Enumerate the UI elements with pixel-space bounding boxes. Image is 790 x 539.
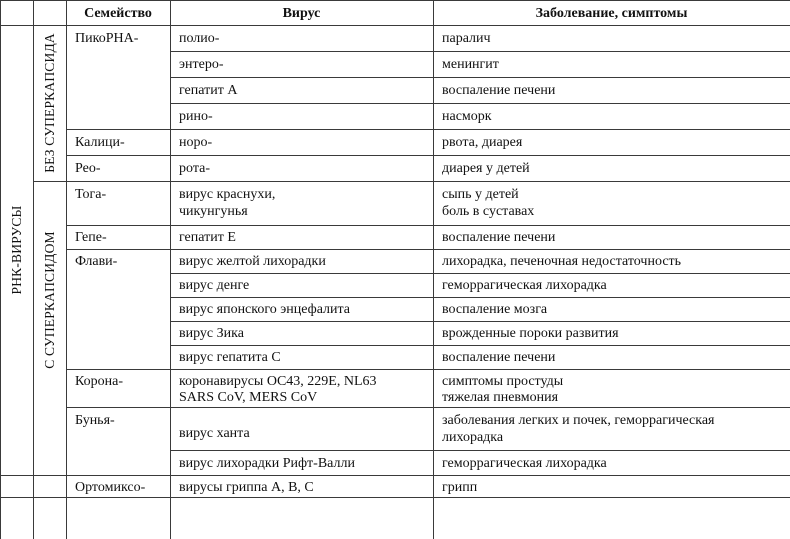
group-without-envelope: БЕЗ СУПЕРКАПСИДА [42,33,57,173]
header-virus: Вирус [282,6,321,21]
row-divider [170,103,790,104]
disease-cell: геморрагическая лихорадка [442,278,607,293]
disease-cell: симптомы простуды [442,374,564,389]
disease-cell: грипп [442,480,478,495]
virus-cell: вирус японского энцефалита [179,302,351,317]
row-divider [170,297,790,298]
disease-cell: лихорадка, печеночная недостаточность [442,254,682,269]
family-calici: Калици- [75,135,125,150]
virus-cell: вирус ханта [179,426,250,441]
row-divider [0,25,790,26]
disease-cell: воспаление печени [442,83,556,98]
virus-cell: вирус денге [179,278,250,293]
group-rna-viruses: РНК-ВИРУСЫ [9,205,24,295]
col-divider [433,0,434,539]
row-divider [66,225,790,226]
virus-cell: вирус Зика [179,326,244,341]
disease-cell: воспаление печени [442,350,556,365]
family-flavi: Флави- [75,254,118,269]
disease-cell: воспаление печени [442,230,556,245]
col-divider [170,0,171,539]
family-corona: Корона- [75,374,124,389]
row-divider [66,129,790,130]
virus-cell-line2: SARS CoV, MERS CoV [179,390,318,405]
disease-cell: паралич [442,31,491,46]
family-reo: Рео- [75,161,101,176]
family-orthomyxo: Ортомиксо- [75,480,146,495]
row-divider [170,77,790,78]
virus-cell: вирус желтой лихорадки [179,254,326,269]
disease-cell: диарея у детей [442,161,530,176]
virus-cell: рота- [179,161,210,176]
header-family: Семейство [84,6,152,21]
virus-cell: гепатит Е [179,230,236,245]
row-divider [170,321,790,322]
group-with-envelope: С СУПЕРКАПСИДОМ [42,231,57,369]
disease-cell: воспаление мозга [442,302,548,317]
family-picorna: ПикоРНА- [75,31,139,46]
row-divider [170,345,790,346]
virus-cell: норо- [179,135,213,150]
virus-cell: энтеро- [179,57,224,72]
row-divider [0,0,790,1]
virus-cell: вирусы гриппа A, B, C [179,480,314,495]
disease-cell: рвота, диарея [442,135,523,150]
virus-cell: рино- [179,109,213,124]
row-divider [66,155,790,156]
family-bunya: Бунья- [75,413,115,428]
row-divider [33,181,790,182]
disease-cell: врожденные пороки развития [442,326,619,341]
family-toga: Тога- [75,187,107,202]
family-hepe: Гепе- [75,230,107,245]
disease-cell-line2: лихорадка [442,430,504,445]
header-disease: Заболевание, симптомы [535,6,688,21]
disease-cell: геморрагическая лихорадка [442,456,607,471]
disease-cell: насморк [442,109,492,124]
row-divider [66,369,790,370]
virus-cell: гепатит А [179,83,238,98]
col-divider [0,0,1,539]
virus-cell-line2: чикунгунья [179,204,248,219]
row-divider [0,475,790,476]
row-divider [170,450,790,451]
virus-cell: вирус гепатита С [179,350,281,365]
row-divider [0,497,790,498]
disease-cell: менингит [442,57,499,72]
row-divider [66,249,790,250]
disease-cell: сыпь у детей [442,187,519,202]
row-divider [66,407,790,408]
col-divider [66,0,67,539]
col-divider [33,0,34,539]
row-divider [170,273,790,274]
disease-cell-line2: тяжелая пневмония [442,390,559,405]
virus-cell: вирус краснухи, [179,187,276,202]
disease-cell: заболевания легких и почек, геморрагическая [442,413,715,428]
virus-cell: коронавирусы OC43, 229E, NL63 [179,374,377,389]
disease-cell-line2: боль в суставах [442,204,535,219]
row-divider [170,51,790,52]
virus-cell: вирус лихорадки Рифт-Валли [179,456,355,471]
virus-cell: полио- [179,31,220,46]
